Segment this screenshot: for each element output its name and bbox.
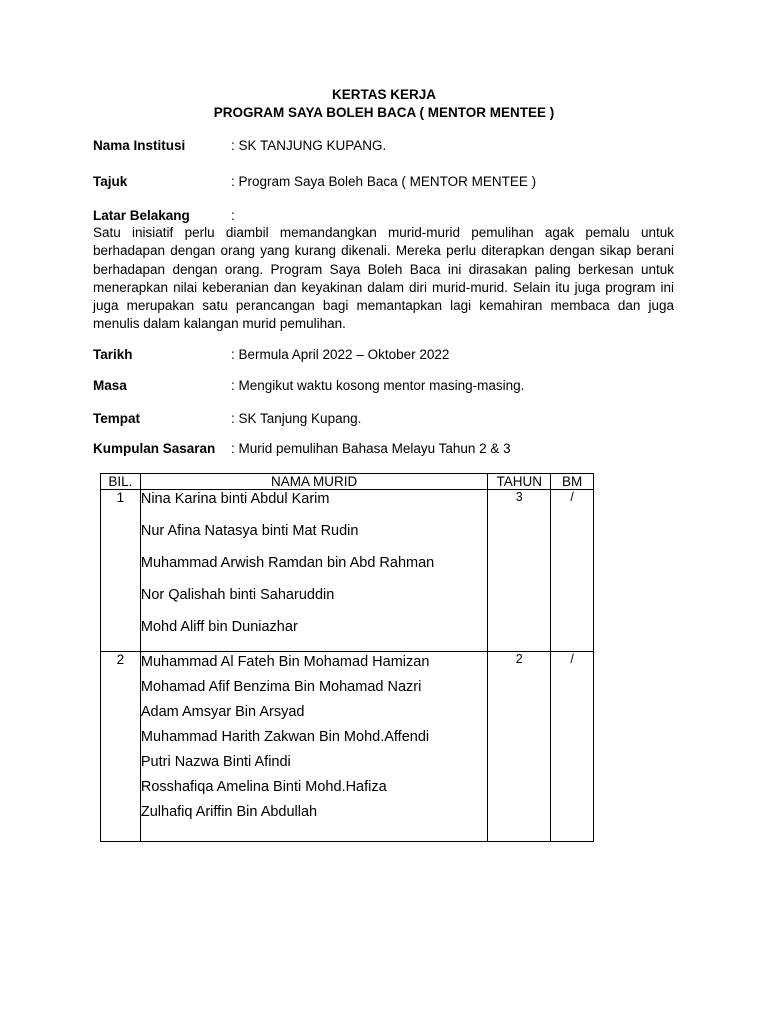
document-title: KERTAS KERJA bbox=[331, 87, 436, 102]
student-name: Nur Afina Natasya binti Mat Rudin bbox=[140, 523, 359, 539]
student-name: Adam Amsyar Bin Arsyad bbox=[140, 704, 305, 720]
latar-label: Latar Belakang bbox=[93, 208, 190, 223]
student-name: Nina Karina binti Abdul Karim bbox=[140, 491, 330, 507]
bil-cell: 1 bbox=[101, 490, 141, 652]
tarikh-label: Tarikh bbox=[93, 347, 133, 362]
header-tahun: TAHUN bbox=[488, 474, 551, 490]
tempat-label: Tempat bbox=[93, 411, 141, 426]
tahun-cell: 2 bbox=[488, 652, 551, 842]
tajuk-value: : Program Saya Boleh Baca ( MENTOR MENTEE ) bbox=[231, 174, 537, 189]
bm-cell: / bbox=[551, 490, 594, 652]
institusi-value: : SK TANJUNG KUPANG. bbox=[231, 138, 387, 153]
bil-cell: 2 bbox=[101, 652, 141, 842]
sasaran-label: Kumpulan Sasaran bbox=[93, 441, 216, 456]
student-name: Muhammad Arwish Ramdan bin Abd Rahman bbox=[140, 555, 435, 571]
header-bm: BM bbox=[551, 474, 594, 490]
student-name: Zulhafiq Ariffin Bin Abdullah bbox=[140, 804, 318, 820]
masa-label: Masa bbox=[93, 378, 127, 393]
tarikh-value: : Bermula April 2022 – Oktober 2022 bbox=[231, 347, 450, 362]
tajuk-label: Tajuk bbox=[93, 174, 128, 189]
tempat-value: : SK Tanjung Kupang. bbox=[231, 411, 362, 426]
names-cell bbox=[140, 652, 487, 842]
table-row bbox=[101, 652, 594, 842]
latar-paragraph: Satu inisiatif perlu diambil memandangkan murid-murid pemulihan agak pemalu untuk berhadapan dengan orang yang kurang dikenali. Mereka perlu diterapkan dengan sikap berani berhadapan dengan orang. Program Saya Boleh Baca ini dirasakan paling berkesan untuk menerapkan nilai keberanian dan keyakinan dalam diri murid-murid. Selain itu juga program ini juga merupakan satu perancangan bagi memantapkan lagi kemahiran membaca dan juga menulis dalam kalangan murid pemulihan. bbox=[93, 225, 674, 332]
latar-colon: : bbox=[231, 208, 235, 223]
table-header-row bbox=[101, 474, 594, 490]
institusi-label: Nama Institusi bbox=[93, 138, 186, 153]
names-cell bbox=[140, 490, 487, 652]
student-name: Muhammad Al Fateh Bin Mohamad Hamizan bbox=[140, 654, 430, 670]
student-table bbox=[100, 473, 594, 842]
masa-value: : Mengikut waktu kosong mentor masing-masing. bbox=[231, 378, 525, 393]
table-row bbox=[101, 490, 594, 652]
sasaran-value: : Murid pemulihan Bahasa Melayu Tahun 2 & 3 bbox=[231, 441, 511, 456]
student-name: Mohamad Afif Benzima Bin Mohamad Nazri bbox=[140, 679, 422, 695]
student-name: Nor Qalishah binti Saharuddin bbox=[140, 587, 335, 603]
student-name: Mohd Aliff bin Duniazhar bbox=[140, 619, 298, 635]
program-title: PROGRAM SAYA BOLEH BACA ( MENTOR MENTEE ) bbox=[213, 105, 555, 120]
tahun-cell: 3 bbox=[488, 490, 551, 652]
student-name: Rosshafiqa Amelina Binti Mohd.Hafiza bbox=[140, 779, 387, 795]
header-nama-murid: NAMA MURID bbox=[140, 474, 487, 490]
student-name: Muhammad Harith Zakwan Bin Mohd.Affendi bbox=[140, 729, 430, 745]
header-bil: BIL. bbox=[101, 474, 141, 490]
student-name: Putri Nazwa Binti Afindi bbox=[140, 754, 291, 770]
bm-cell: / bbox=[551, 652, 594, 842]
